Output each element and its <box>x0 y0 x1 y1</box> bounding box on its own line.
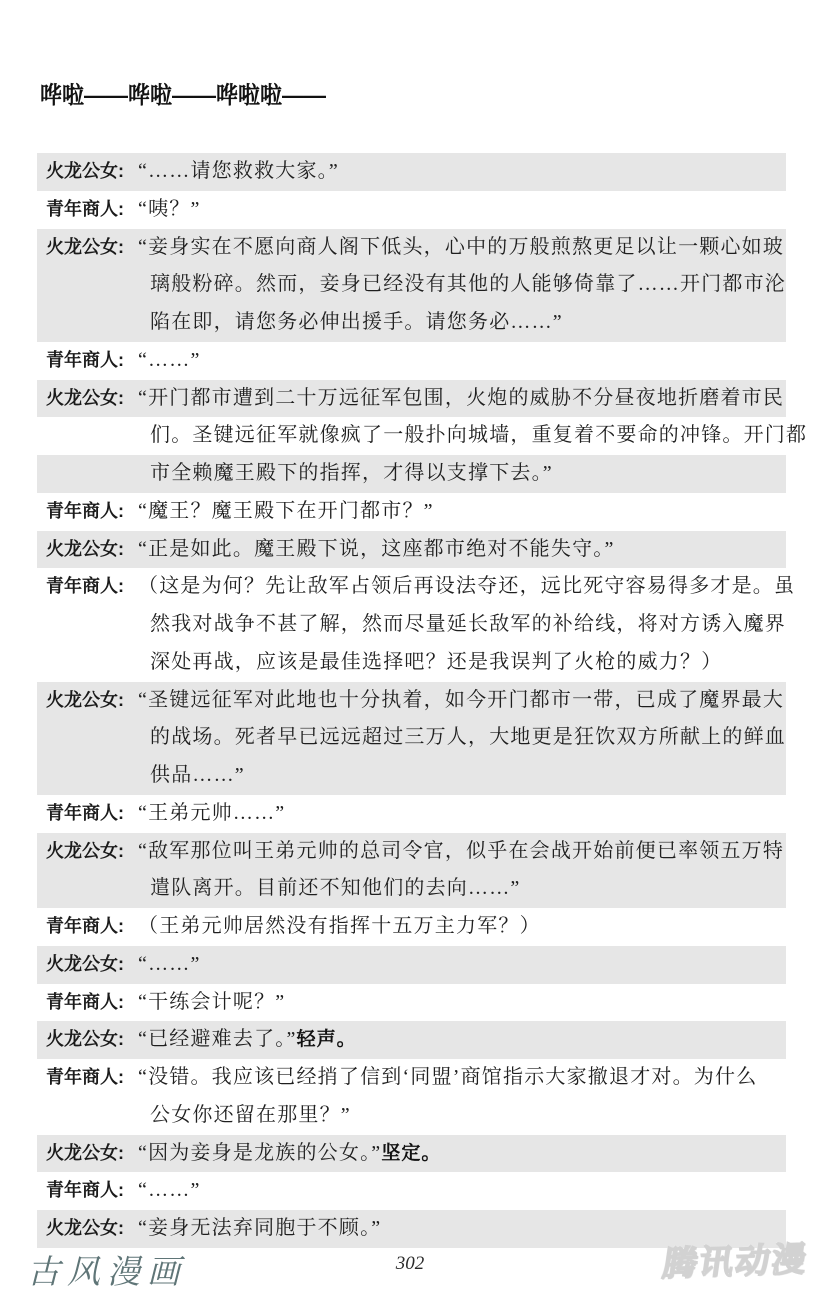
dialogue-text: “咦？” <box>138 197 201 220</box>
dialogue-line <box>37 455 786 493</box>
dialogue-text: 陷在即，请您务必伸出援手。请您务必……” <box>150 311 563 333</box>
dialogue-line <box>37 493 786 531</box>
dialogue-line <box>37 946 786 984</box>
dialogue-line <box>37 757 786 795</box>
speaker-label: 火龙公女: <box>46 1142 124 1163</box>
dialogue-line <box>37 908 786 946</box>
dialogue-line <box>37 606 786 644</box>
dialogue-text: “已经避难去了。” <box>138 1028 297 1051</box>
speaker-label: 青年商人: <box>46 198 124 219</box>
speaker-label: 火龙公女: <box>46 1029 124 1050</box>
speaker-label: 青年商人: <box>46 802 124 823</box>
dialogue-text: “……” <box>138 348 201 371</box>
dialogue-line <box>37 304 786 342</box>
dialogue-text: “妾身实在不愿向商人阁下低头，心中的万般煎熬更足以让一颗心如玻 <box>138 235 785 258</box>
speaker-label: 青年商人: <box>46 576 124 597</box>
dialogue-line <box>37 568 796 606</box>
dialogue-text: “……请您救救大家。” <box>138 160 339 182</box>
dialogue-line <box>37 1135 786 1173</box>
dialogue-text: “开门都市遭到二十万远征军包围，火炮的威胁不分昼夜地折磨着市民 <box>138 386 785 409</box>
speaker-label: 火龙公女: <box>46 387 124 408</box>
dialogue-text: “……” <box>138 1179 201 1202</box>
dialogue-text: 遣队离开。目前还不知他们的去向……” <box>150 877 521 900</box>
dialogue-text: “干练会计呢？” <box>138 990 286 1013</box>
dialogue-text: “没错。我应该已经捎了信到‘同盟’商馆指示大家撤退才对。为什么 <box>138 1066 758 1088</box>
dialogue-line <box>37 1172 786 1210</box>
speaker-label: 火龙公女: <box>46 1218 124 1238</box>
footer-brand-label: 古风漫画 <box>27 1255 187 1291</box>
dialogue-list <box>37 153 808 1248</box>
dialogue-line <box>37 833 786 871</box>
speaker-label: 青年商人: <box>46 1180 124 1201</box>
sound-effect-title: 哗啦——哗啦——哗啦啦—— <box>40 82 327 109</box>
dialogue-text: （这是为何？先让敌军占领后再设法夺还，远比死守容易得多才是。虽 <box>138 575 796 598</box>
dialogue-text: “妾身无法弃同胞于不顾。” <box>138 1217 382 1239</box>
dialogue-text: “正是如此。魔王殿下说，这座都市绝对不能失守。” <box>138 537 615 560</box>
dialogue-text: 的战场。死者早已远远超过三万人，大地更是狂饮双方所献上的鲜血 <box>150 726 786 749</box>
dialogue-line <box>37 984 786 1022</box>
dialogue-text: 市全赖魔王殿下的指挥，才得以支撑下去。” <box>150 462 553 484</box>
speaker-label: 青年商人: <box>46 1067 124 1087</box>
dialogue-text: “敌军那位叫王弟元帅的总司令官，似乎在会战开始前便已率领五万特 <box>138 839 785 862</box>
dialogue-text: 深处再战，应该是最佳选择吧？还是我误判了火枪的威力？） <box>150 650 723 673</box>
speaker-label: 青年商人: <box>46 991 124 1012</box>
speaker-label: 青年商人: <box>46 349 124 370</box>
speaker-label: 青年商人: <box>46 916 124 936</box>
dialogue-line <box>37 682 786 720</box>
speaker-label: 火龙公女: <box>46 840 124 861</box>
dialogue-text: “圣键远征军对此地也十分执着，如今开门都市一带，已成了魔界最大 <box>138 688 785 711</box>
speaker-label: 青年商人: <box>46 500 124 521</box>
dialogue-text: “……” <box>138 952 201 975</box>
dialogue-text: “王弟元帅……” <box>138 801 286 824</box>
stage-direction: 坚定。 <box>381 1142 442 1164</box>
dialogue-line <box>37 644 786 682</box>
dialogue-text: （王弟元帅居然没有指挥十五万主力军？） <box>138 915 541 937</box>
dialogue-text: “魔王？魔王殿下在开门都市？” <box>138 499 434 522</box>
dialogue-line <box>37 1097 786 1135</box>
dialogue-line <box>37 417 808 455</box>
dialogue-line <box>37 795 786 833</box>
watermark-logo: 腾讯动漫 <box>660 1240 811 1284</box>
dialogue-text: 们。圣键远征军就像疯了一般扑向城墙，重复着不要命的冲锋。开门都 <box>150 424 808 447</box>
dialogue-line <box>37 229 786 267</box>
speaker-label: 火龙公女: <box>46 161 124 181</box>
stage-direction: 轻声。 <box>296 1029 357 1051</box>
speaker-label: 火龙公女: <box>46 538 124 559</box>
dialogue-line <box>37 1021 786 1059</box>
dialogue-line <box>37 380 786 418</box>
dialogue-line <box>37 719 786 757</box>
dialogue-text: 供品……” <box>150 764 245 786</box>
dialogue-line <box>37 191 786 229</box>
dialogue-text: 公女你还留在那里？” <box>150 1103 351 1126</box>
dialogue-line <box>37 153 786 191</box>
dialogue-text: 然我对战争不甚了解，然而尽量延长敌军的补给线，将对方诱入魔界 <box>150 613 786 635</box>
page-number: 302 <box>395 1253 425 1274</box>
dialogue-line <box>37 266 786 304</box>
dialogue-line <box>37 342 786 380</box>
dialogue-text: 璃般粉碎。然而，妾身已经没有其他的人能够倚靠了……开门都市沦 <box>150 273 786 296</box>
speaker-label: 火龙公女: <box>46 236 124 257</box>
dialogue-line <box>37 1059 786 1097</box>
dialogue-text: “因为妾身是龙族的公女。” <box>138 1141 382 1164</box>
speaker-label: 火龙公女: <box>46 953 124 974</box>
dialogue-line <box>37 870 786 908</box>
dialogue-line <box>37 531 786 569</box>
speaker-label: 火龙公女: <box>46 689 124 710</box>
